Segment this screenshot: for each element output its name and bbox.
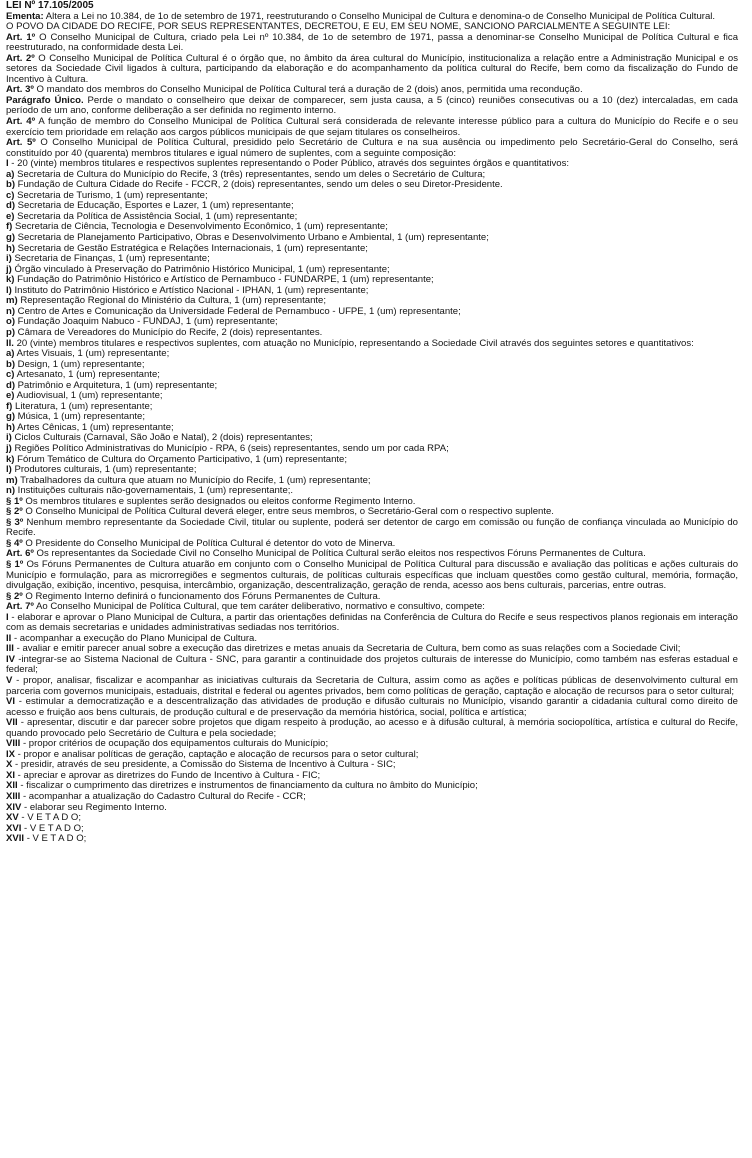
paragraph-label: VII — [6, 717, 18, 729]
paragraph-text: Os Fóruns Permanentes de Cultura atuarão em conjunto com o Conselho Municipal de Política Cultural para discussão e avaliação das políticas e ações culturais do Município e formulação, para as microrregiões e segmentos culturais, de políticas culturais específicas que incluam questões como gestão cultural, memória, formação, divulgação, exibição, incentivo, pesquisa, intercâmbio, organização, descentralização, geração de renda, acesso aos bens culturais, parcerias, entre outras. — [6, 558, 739, 592]
paragraph-text: Secretaria de Finanças, 1 (um) representante; — [11, 253, 210, 265]
paragraph-label: II — [6, 632, 12, 644]
paragraph-label: c) — [6, 369, 15, 381]
paragraph-label: § 1º — [6, 495, 23, 507]
paragraph-label: § 4º — [6, 537, 23, 549]
paragraph-text: Artes Visuais, 1 (um) representante; — [14, 348, 170, 360]
document-paragraph — [6, 718, 738, 739]
document-paragraph — [6, 33, 738, 54]
paragraph-label: m) — [6, 295, 18, 307]
paragraph-text: O Conselho Municipal de Política Cultural é o órgão que, no âmbito da área cultural do Município, institucionaliza a relação entre a Administração Municipal e os setores da Sociedade Civil ligados à cultura, participando da elaboração e do acompanhamento da política cultural do Recife, bem como da fiscalização do Fundo de Incentivo à Cultura. — [6, 52, 739, 85]
paragraph-label: b) — [6, 179, 16, 191]
paragraph-label: k) — [6, 274, 15, 286]
document-paragraph — [6, 697, 738, 718]
paragraph-text: O POVO DA CIDADE DO RECIFE, POR SEUS REPRESENTANTES, DECRETOU, E EU, EM SEU NOME, SANCIONO PARCIALMENTE A SEGUINTE LEI: — [6, 21, 671, 33]
paragraph-label: n) — [6, 485, 16, 497]
paragraph-text: O Regimento Interno definirá o funcionamento dos Fóruns Permanentes de Cultura. — [22, 590, 381, 602]
paragraph-text: - acompanhar a atualização do Cadastro Cultural do Recife - CCR; — [20, 791, 306, 803]
paragraph-label: g) — [6, 411, 16, 423]
paragraph-text: A função de membro do Conselho Municipal de Política Cultural será considerada de relevante interesse público para a cultura do Município do Recife e o seu exercício tem prioridade em relação aos cargos públicos municipais de que sejam titulares os conselheiros. — [6, 116, 739, 138]
paragraph-label: e) — [6, 210, 15, 222]
paragraph-label: Art. 3º — [6, 84, 34, 96]
document-body — [6, 12, 738, 845]
paragraph-label: Art. 6º — [6, 548, 34, 560]
paragraph-text: - elaborar seu Regimento Interno. — [21, 801, 167, 813]
paragraph-text: Secretaria de Turismo, 1 (um) representante; — [14, 189, 208, 201]
paragraph-text: Órgão vinculado à Preservação do Patrimônio Histórico Municipal, 1 (um) representante; — [11, 263, 390, 275]
paragraph-label: XVII — [6, 833, 25, 845]
document-paragraph — [6, 117, 738, 138]
paragraph-text: Secretaria de Educação, Esportes e Lazer, 1 (um) representante; — [15, 200, 294, 212]
paragraph-text: O Conselho Municipal de Política Cultural deverá eleger, entre seus membros, o Secretário-Geral com o respectivo suplente. — [22, 506, 554, 518]
paragraph-label: h) — [6, 421, 16, 433]
paragraph-text: - V E T A D O; — [18, 812, 82, 824]
paragraph-text: Altera a Lei no 10.384, de 1o de setembro de 1971, reestruturando o Conselho Municipal de Cultura e denomina-o de Conselho Municipal de Política Cultural. — [43, 10, 716, 22]
paragraph-label: m) — [6, 474, 18, 486]
paragraph-label: d) — [6, 379, 16, 391]
paragraph-text: Fundação de Cultura Cidade do Recife - FCCR, 2 (dois) representantes, sendo um deles o seu Diretor-Presidente. — [15, 179, 503, 191]
paragraph-text: 20 (vinte) membros titulares e respectivos suplentes, com atuação no Município, representando a Sociedade Civil através dos seguintes setores e quantitativos: — [13, 337, 694, 349]
paragraph-text: Os membros titulares e suplentes serão designados ou eleitos conforme Regimento Interno. — [22, 495, 416, 507]
paragraph-label: XV — [6, 812, 19, 824]
paragraph-label: Ementa: — [6, 10, 44, 22]
document-paragraph — [6, 834, 738, 845]
paragraph-text: - estimular a democratização e a descentralização das atividades de produção e difusão culturais no Município, visando garantir a cidadania cultural como direito de acesso e fruição aos bens culturais, de produção cultural e de preservação da memória histórica, social, política e artística; — [6, 696, 738, 718]
paragraph-text: O mandato dos membros do Conselho Municipal de Política Cultural terá a duração de 2 (dois) anos, permitida uma recondução. — [33, 84, 583, 96]
paragraph-label: I — [6, 611, 9, 623]
paragraph-label: h) — [6, 242, 16, 254]
paragraph-text: Secretaria de Cultura do Município do Recife, 3 (três) representantes, sendo um deles o Secretário de Cultura; — [14, 168, 486, 180]
paragraph-label: l) — [6, 284, 12, 296]
document-paragraph — [6, 138, 738, 159]
paragraph-label: XIII — [6, 791, 21, 803]
paragraph-label: l) — [6, 464, 12, 476]
paragraph-label: IX — [6, 748, 16, 760]
paragraph-text: - 20 (vinte) membros titulares e respectivos suplentes representando o Poder Público, através dos seguintes órgãos e quantitativos: — [8, 158, 570, 170]
paragraph-text: Representação Regional do Ministério da Cultura, 1 (um) representante; — [17, 295, 326, 307]
paragraph-label: XI — [6, 769, 16, 781]
paragraph-text: Produtores culturais, 1 (um) representante; — [11, 464, 197, 476]
paragraph-label: n) — [6, 305, 16, 317]
paragraph-text: - propor, analisar, fiscalizar e acompanhar as iniciativas culturais da Secretaria de Cultura, assim como as ações e políticas públicas de desenvolvimento cultural em parceria com governos municipais, estaduais, distrital e federal ou agentes privados, bem como políticas de geração, captação e alocação de recursos para o setor cultural; — [6, 675, 738, 697]
paragraph-text: Fundação do Patrimônio Histórico e Artístico de Pernambuco - FUNDARPE, 1 (um) representante; — [14, 274, 434, 286]
paragraph-label: j) — [6, 442, 12, 454]
paragraph-label: § 2º — [6, 590, 23, 602]
paragraph-text: - V E T A D O; — [24, 833, 87, 845]
paragraph-label: VIII — [6, 738, 21, 750]
paragraph-label: f) — [6, 400, 13, 412]
paragraph-label: Art. 2º — [6, 52, 35, 64]
paragraph-text: Fórum Temático de Cultura do Orçamento Participativo, 1 (um) representante; — [14, 453, 348, 465]
document-paragraph — [6, 803, 738, 814]
document-paragraph — [6, 813, 738, 824]
paragraph-text: - avaliar e emitir parecer anual sobre a execução das diretrizes e metas anuais da Secretaria de Cultura, bem como as suas relações com a Sociedade Civil; — [13, 643, 681, 655]
paragraph-label: Art. 4º — [6, 116, 36, 128]
paragraph-label: XII — [6, 780, 18, 792]
paragraph-text: O Presidente do Conselho Municipal de Política Cultural é detentor do voto de Minerva. — [22, 537, 396, 549]
paragraph-text: Patrimônio e Arquitetura, 1 (um) representante; — [15, 379, 218, 391]
paragraph-label: a) — [6, 168, 15, 180]
paragraph-label: IV — [6, 653, 16, 665]
paragraph-label: j) — [6, 263, 12, 275]
document-paragraph — [6, 613, 738, 634]
paragraph-label: b) — [6, 358, 16, 370]
paragraph-text: Secretaria da Política de Assistência Social, 1 (um) representante; — [14, 210, 298, 222]
paragraph-text: Ao Conselho Municipal de Política Cultural, que tem caráter deliberativo, normativo e consultivo, compete: — [33, 601, 485, 613]
paragraph-text: Artes Cênicas, 1 (um) representante; — [15, 421, 174, 433]
document-paragraph — [6, 518, 738, 539]
paragraph-text: Fundação Joaquim Nabuco - FUNDAJ, 1 (um) representante; — [15, 316, 278, 328]
paragraph-text: - presidir, através de seu presidente, a Comissão do Sistema de Incentivo à Cultura - SIC; — [12, 759, 396, 771]
paragraph-label: Art. 1º — [6, 31, 36, 43]
paragraph-label: Art. 5º — [6, 137, 36, 149]
paragraph-label: d) — [6, 200, 16, 212]
paragraph-text: Os representantes da Sociedade Civil no Conselho Municipal de Política Cultural serão eleitos nos respectivos Fóruns Permanentes de Cultura. — [33, 548, 646, 560]
paragraph-text: Audiovisual, 1 (um) representante; — [14, 390, 163, 402]
paragraph-text: Instituições culturais não-governamentais, 1 (um) representante;. — [15, 485, 294, 497]
paragraph-label: II. — [6, 337, 14, 349]
document-paragraph — [6, 54, 738, 86]
document-paragraph — [6, 824, 738, 835]
paragraph-label: § 3º — [6, 516, 24, 528]
paragraph-label: Art. 7º — [6, 601, 34, 613]
document-paragraph — [6, 676, 738, 697]
paragraph-text: - acompanhar a execução do Plano Municipal de Cultura. — [11, 632, 258, 644]
document-paragraph — [6, 560, 738, 592]
paragraph-text: Secretaria de Gestão Estratégica e Relações Internacionais, 1 (um) representante; — [15, 242, 368, 254]
paragraph-label: a) — [6, 348, 15, 360]
paragraph-text: Secretaria de Planejamento Participativo, Obras e Desenvolvimento Urbano e Ambiental, 1 (um) representante; — [15, 232, 489, 244]
paragraph-label: i) — [6, 253, 12, 265]
paragraph-text: Perde o mandato o conselheiro que deixar de comparecer, sem justa causa, a 5 (cinco) reuniões consecutivas ou a 10 (dez) intercaladas, em cada período de um ano, conforme deliberação a ser definida no regimento interno. — [6, 94, 738, 117]
paragraph-text: - fiscalizar o cumprimento das diretrizes e instrumentos de financiamento da cultura no âmbito do Município; — [17, 780, 478, 792]
paragraph-text: Música, 1 (um) representante; — [15, 411, 146, 423]
paragraph-label: III — [6, 643, 14, 655]
paragraph-label: p) — [6, 326, 16, 338]
paragraph-label: XVI — [6, 822, 22, 834]
paragraph-text: - propor e analisar políticas de geração, captação e alocação de recursos para o setor cultural; — [15, 748, 419, 760]
paragraph-text: O Conselho Municipal de Cultura, criado pela Lei nº 10.384, de 1o de setembro de 1971, passa a denominar-se Conselho Municipal de Política Cultural e fica reestruturado, na conformidade desta Lei. — [6, 31, 738, 54]
paragraph-label: Parágrafo Único. — [6, 94, 84, 106]
paragraph-text: Centro de Artes e Comunicação da Universidade Federal de Pernambuco - UFPE, 1 (um) representante; — [15, 305, 461, 317]
paragraph-label: e) — [6, 390, 15, 402]
paragraph-label: o) — [6, 316, 16, 328]
paragraph-text: Trabalhadores da cultura que atuam no Município do Recife, 1 (um) representante; — [17, 474, 371, 486]
paragraph-label: § 1º — [6, 558, 24, 570]
paragraph-text: Literatura, 1 (um) representante; — [12, 400, 153, 412]
paragraph-label: XIV — [6, 801, 22, 813]
paragraph-text: Câmara de Vereadores do Município do Recife, 2 (dois) representantes. — [15, 326, 323, 338]
paragraph-text: Instituto do Patrimônio Histórico e Artístico Nacional - IPHAN, 1 (um) representante; — [11, 284, 369, 296]
paragraph-text: - apresentar, discutir e dar parecer sobre projetos que digam respeito à produção, ao acesso e à difusão cultural, à memória sociopolítica, artística e cultural do Recife, quando provocado pelo Secretário de Cultura e pela sociedade; — [6, 717, 738, 739]
paragraph-text: -integrar-se ao Sistema Nacional de Cultura - SNC, para garantir a continuidade dos projetos culturais de interesse do Município, como também nas esferas estadual e federal; — [6, 653, 738, 676]
paragraph-text: Artesanato, 1 (um) representante; — [14, 369, 160, 381]
paragraph-label: i) — [6, 432, 12, 444]
paragraph-label: § 2º — [6, 506, 23, 518]
paragraph-label: f) — [6, 221, 13, 233]
document-paragraph — [6, 655, 738, 676]
paragraph-text: O Conselho Municipal de Política Cultural, presidido pelo Secretário de Cultura e na sua ausência ou impedimento pelo Secretário-Geral do Conselho, será constituído por 40 (quarenta) membros titulares e igual número de suplentes, com a seguinte composição: — [6, 137, 738, 159]
paragraph-text: Design, 1 (um) representante; — [15, 358, 145, 370]
paragraph-text: Secretaria de Ciência, Tecnologia e Desenvolvimento Econômico, 1 (um) representante; — [12, 221, 388, 233]
paragraph-text: - V E T A D O; — [21, 822, 84, 834]
paragraph-text: Regiões Político Administrativas do Município - RPA, 6 (seis) representantes, sendo um por cada RPA; — [11, 442, 449, 454]
paragraph-text: - elaborar e aprovar o Plano Municipal de Cultura, a partir das orientações definidas na Conferência de Cultura do Recife e seus respectivos planos regionais em interação com as demais secretarias e unidades administrativas sediadas nos territórios. — [6, 611, 738, 634]
paragraph-text: Nenhum membro representante da Sociedade Civil, titular ou suplente, poderá ser detentor de cargo em comissão ou função de confiança vinculada ao Município do Recife. — [6, 516, 738, 539]
paragraph-label: X — [6, 759, 13, 771]
paragraph-label: k) — [6, 453, 15, 465]
document-title: LEI Nº 17.105/2005 — [6, 0, 94, 11]
paragraph-label: V — [6, 675, 13, 686]
paragraph-text: - apreciar e aprovar as diretrizes do Fundo de Incentivo à Cultura - FIC; — [15, 769, 321, 781]
paragraph-label: VI — [6, 696, 16, 708]
document-paragraph — [6, 96, 738, 117]
paragraph-text: Ciclos Culturais (Carnaval, São João e Natal), 2 (dois) representantes; — [11, 432, 313, 444]
paragraph-label: c) — [6, 189, 15, 201]
paragraph-text: - propor critérios de ocupação dos equipamentos culturais do Município; — [20, 738, 329, 750]
paragraph-label: I — [6, 158, 9, 170]
paragraph-label: g) — [6, 232, 16, 244]
